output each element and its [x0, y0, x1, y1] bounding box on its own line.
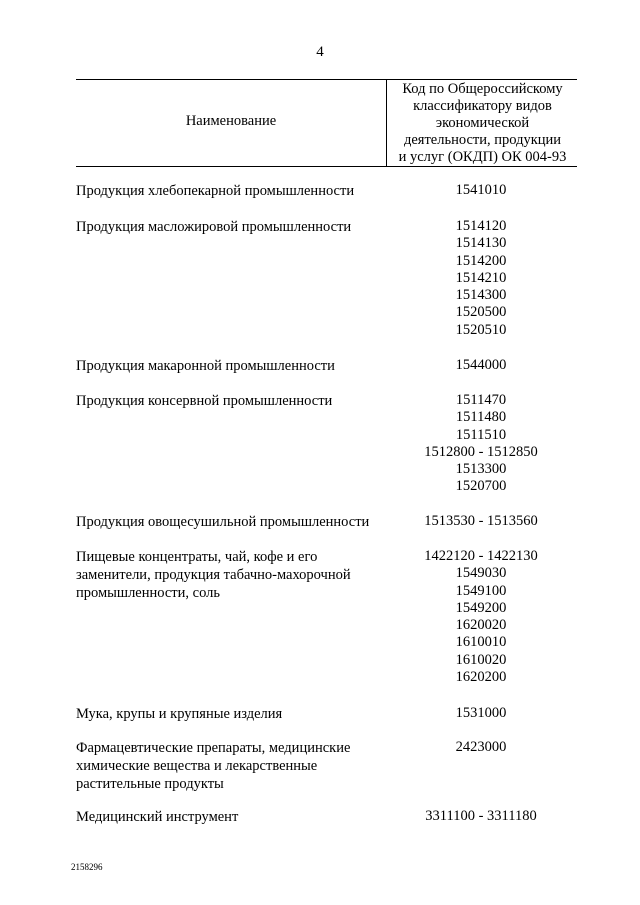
row-codes [386, 392, 576, 496]
row-name [76, 357, 386, 375]
row-name [76, 548, 386, 602]
row-name-line: Продукция масложировой промышленности [76, 219, 352, 235]
row-name [76, 182, 386, 200]
row-code: 1531000 [455, 705, 507, 721]
row-code: 1620020 [455, 617, 507, 634]
row-code: 1514130 [455, 235, 507, 252]
row-name-line: растительные продукты [76, 776, 224, 792]
row-codes [386, 705, 576, 722]
row-name-line: Фармацевтические препараты, медицинские [76, 740, 351, 756]
row-name [76, 808, 386, 826]
column-header-code-line: деятельности, продукции [403, 132, 562, 148]
row-name-line: Мука, крупы и крупяные изделия [76, 706, 283, 722]
row-code: 1511470 [455, 392, 507, 408]
row-code: 1422120 - 1422130 [424, 548, 538, 564]
row-codes [386, 218, 576, 339]
row-code: 1513530 - 1513560 [424, 513, 538, 529]
column-header-code-line: классификатору видов [413, 98, 552, 114]
row-code: 1549200 [455, 599, 507, 616]
row-code: 1511480 [455, 409, 507, 426]
row-codes [386, 357, 576, 374]
column-header-code-line: и услуг (ОКДП) ОК 004-93 [398, 149, 567, 165]
row-name [76, 218, 386, 236]
row-code: 1513300 [455, 461, 507, 478]
column-header-code-line: экономической [435, 115, 530, 131]
page-number: 4 [316, 44, 324, 60]
row-code: 1520500 [455, 304, 507, 321]
row-codes [386, 513, 576, 530]
row-code: 1520510 [455, 321, 507, 338]
row-code: 1549100 [455, 582, 507, 599]
row-name [76, 705, 386, 723]
row-name-line: Продукция овощесушильной промышленности [76, 514, 370, 530]
row-code: 2423000 [455, 739, 507, 755]
row-name-line: Продукция хлебопекарной промышленности [76, 183, 355, 199]
row-code: 3311100 - 3311180 [425, 808, 537, 824]
row-code: 1514200 [455, 252, 507, 269]
row-code: 1511510 [455, 426, 507, 443]
row-code: 1520700 [455, 478, 507, 495]
row-codes [386, 739, 576, 756]
row-name-line: Продукция консервной промышленности [76, 393, 333, 409]
row-code: 1610020 [455, 651, 507, 668]
row-name [76, 513, 386, 531]
row-name-line: химические вещества и лекарственные [76, 758, 318, 774]
row-code: 1514210 [455, 269, 507, 286]
row-code: 1549030 [455, 565, 507, 582]
document-id: 2158296 [71, 862, 103, 872]
row-code: 1620200 [455, 669, 507, 686]
row-code: 1512800 - 1512850 [424, 443, 538, 460]
row-name-line: Продукция макаронной промышленности [76, 358, 335, 374]
column-header-code-line: Код по Общероссийскому [402, 81, 563, 97]
row-code: 1610010 [455, 634, 507, 651]
column-header-name: Наименование [185, 113, 277, 129]
row-name-line: заменители, продукция табачно-махорочной [76, 567, 351, 583]
row-name-line: Медицинский инструмент [76, 809, 239, 825]
row-name [76, 739, 386, 793]
row-name-line: Пищевые концентраты, чай, кофе и его [76, 549, 318, 565]
row-code: 1514120 [455, 218, 507, 234]
row-name [76, 392, 386, 410]
row-codes [386, 182, 576, 199]
row-code: 1541010 [455, 182, 507, 198]
row-code: 1544000 [455, 357, 507, 373]
row-codes [386, 808, 576, 825]
row-name-line: промышленности, соль [76, 585, 220, 601]
row-codes [386, 548, 576, 686]
row-code: 1514300 [455, 287, 507, 304]
